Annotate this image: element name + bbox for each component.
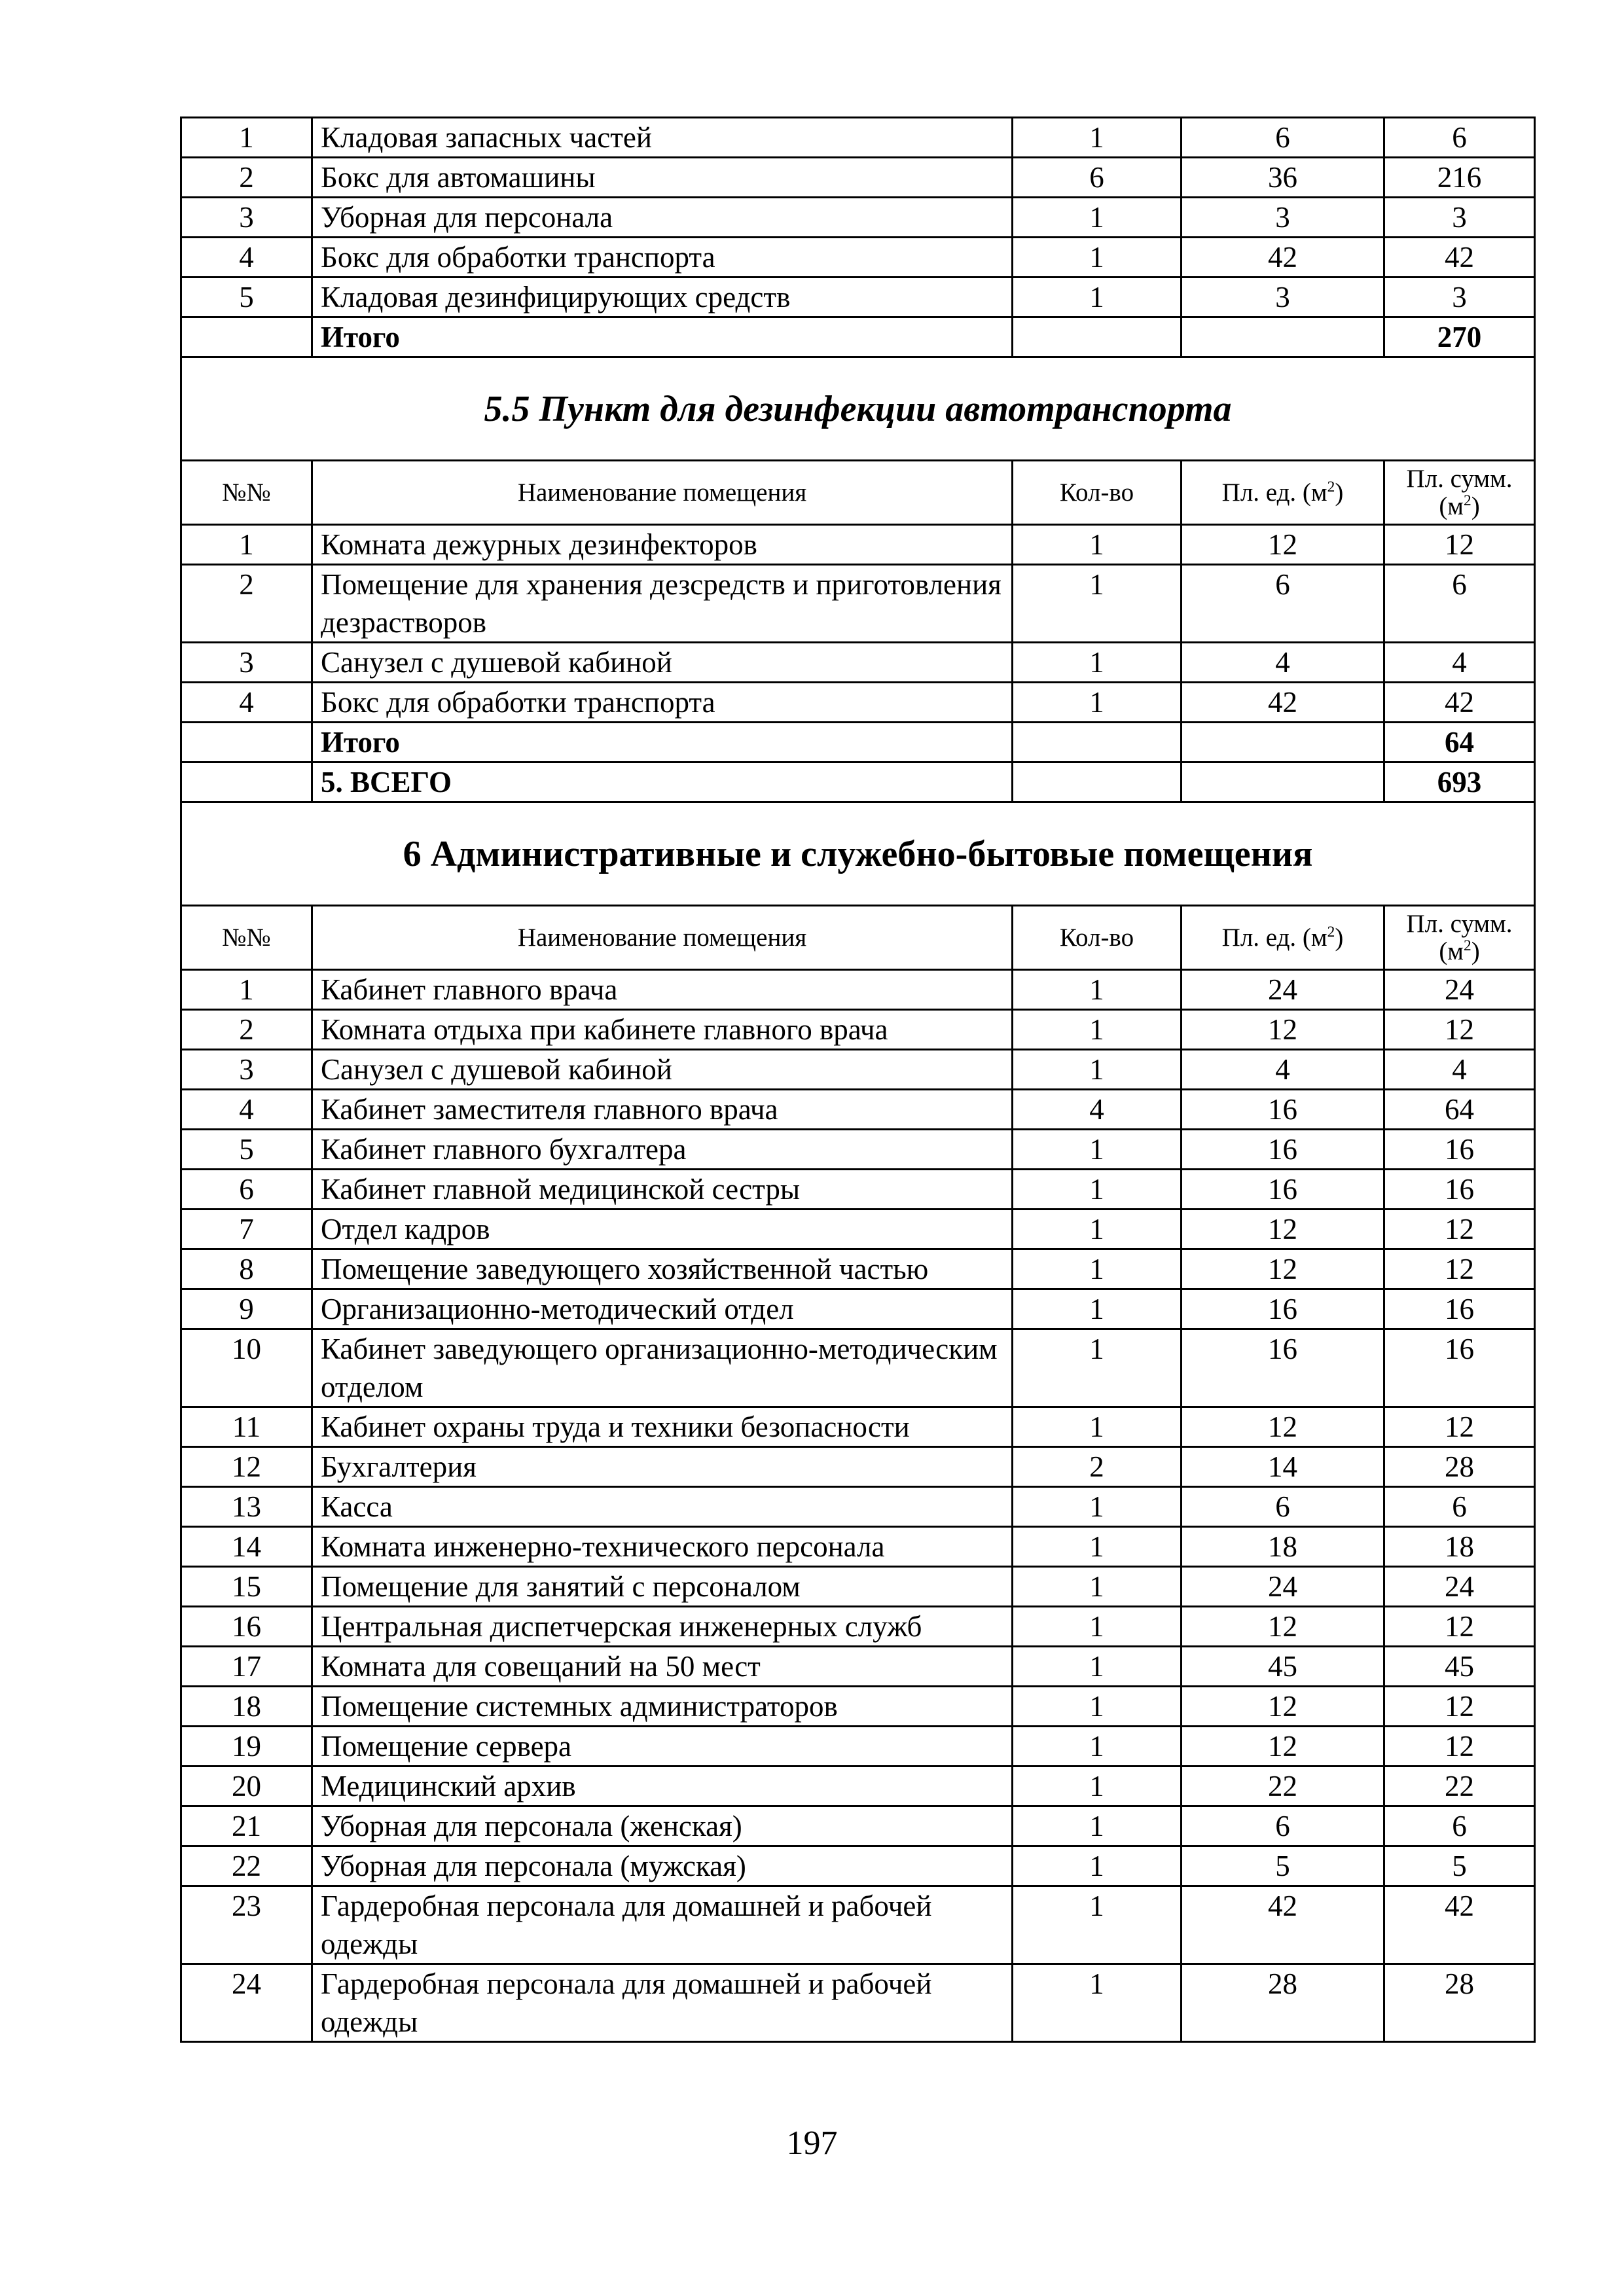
cell-name: Помещение системных администраторов — [312, 1687, 1013, 1727]
table-row — [181, 158, 1535, 198]
section-heading-row — [181, 357, 1535, 461]
table-row — [181, 1447, 1535, 1487]
cell-num: 2 — [181, 158, 312, 198]
cell-sum: 12 — [1384, 1010, 1535, 1050]
cell-num: 16 — [181, 1607, 312, 1647]
cell-num: 20 — [181, 1767, 312, 1806]
cell-num: 11 — [181, 1407, 312, 1447]
cell-num: 9 — [181, 1289, 312, 1329]
table-row — [181, 118, 1535, 158]
cell-sum: 4 — [1384, 1050, 1535, 1090]
cell-num: 5 — [181, 1130, 312, 1170]
cell-name: Комната дежурных дезинфекторов — [312, 525, 1013, 565]
cell-num: 1 — [181, 970, 312, 1010]
cell-area: 4 — [1182, 643, 1384, 683]
cell-qty: 1 — [1013, 1886, 1182, 1964]
cell-area: 12 — [1182, 1249, 1384, 1289]
cell-area: 16 — [1182, 1329, 1384, 1407]
table-row — [181, 1289, 1535, 1329]
cell-qty: 1 — [1013, 1329, 1182, 1407]
cell-name: Бокс для обработки транспорта — [312, 683, 1013, 723]
table-row — [181, 1010, 1535, 1050]
cell-qty: 1 — [1013, 1567, 1182, 1607]
section-heading-row — [181, 802, 1535, 906]
cell-name: Кабинет охраны труда и техники безопасности — [312, 1407, 1013, 1447]
table-row — [181, 565, 1535, 643]
cell-num: 24 — [181, 1964, 312, 2042]
header-sum: Пл. сумм. $(м^2)$ — [1384, 906, 1535, 970]
cell-name: Помещение для занятий с персоналом — [312, 1567, 1013, 1607]
cell-qty: 1 — [1013, 1010, 1182, 1050]
cell-num: 19 — [181, 1727, 312, 1767]
cell-num: 18 — [181, 1687, 312, 1727]
header-qty: Кол-во — [1013, 461, 1182, 525]
table-row — [181, 198, 1535, 238]
cell-num: 6 — [181, 1170, 312, 1210]
cell-name: Бухгалтерия — [312, 1447, 1013, 1487]
cell-num: 2 — [181, 565, 312, 643]
cell-name: Организационно-методический отдел — [312, 1289, 1013, 1329]
cell-area: 18 — [1182, 1527, 1384, 1567]
cell-area: 16 — [1182, 1090, 1384, 1130]
cell-area: 12 — [1182, 1607, 1384, 1647]
cell-name: Кабинет заместителя главного врача — [312, 1090, 1013, 1130]
cell-name: Санузел с душевой кабиной — [312, 643, 1013, 683]
cell-qty: 1 — [1013, 278, 1182, 317]
cell-area: 16 — [1182, 1170, 1384, 1210]
total-value: 270 — [1384, 317, 1535, 357]
cell-name: Гардеробная персонала для домашней и рабочей одежды — [312, 1964, 1013, 2042]
cell-sum: 18 — [1384, 1527, 1535, 1567]
table-row — [181, 1846, 1535, 1886]
cell-num: 1 — [181, 118, 312, 158]
cell-area: 45 — [1182, 1647, 1384, 1687]
section-title: 5.5 Пункт для дезинфекции автотранспорта — [181, 357, 1535, 461]
cell-name: Уборная для персонала — [312, 198, 1013, 238]
header-name: Наименование помещения — [312, 906, 1013, 970]
cell-qty: 1 — [1013, 1170, 1182, 1210]
grand-total-label: 5. ВСЕГО — [312, 762, 1013, 802]
cell-num: 5 — [181, 278, 312, 317]
cell-area: 3 — [1182, 198, 1384, 238]
cell-name: Отдел кадров — [312, 1210, 1013, 1249]
total-value: 64 — [1384, 723, 1535, 762]
table-row — [181, 683, 1535, 723]
cell-num: 14 — [181, 1527, 312, 1567]
cell-sum: 42 — [1384, 238, 1535, 278]
cell-qty: 1 — [1013, 1727, 1182, 1767]
cell-num: 4 — [181, 238, 312, 278]
table-row — [181, 970, 1535, 1010]
cell-sum: 12 — [1384, 1607, 1535, 1647]
cell-sum: 3 — [1384, 198, 1535, 238]
cell-name: Кабинет главного бухгалтера — [312, 1130, 1013, 1170]
table-row — [181, 1527, 1535, 1567]
cell-num: 3 — [181, 198, 312, 238]
cell-area: 6 — [1182, 1806, 1384, 1846]
cell-name: Уборная для персонала (мужская) — [312, 1846, 1013, 1886]
cell-area: 14 — [1182, 1447, 1384, 1487]
cell-sum: 28 — [1384, 1964, 1535, 2042]
table-row — [181, 1329, 1535, 1407]
cell-num: 13 — [181, 1487, 312, 1527]
cell-sum: 42 — [1384, 683, 1535, 723]
table-row — [181, 1567, 1535, 1607]
cell-qty: 1 — [1013, 238, 1182, 278]
cell-sum: 6 — [1384, 565, 1535, 643]
column-header-row — [181, 461, 1535, 525]
table-row — [181, 1487, 1535, 1527]
total-row — [181, 723, 1535, 762]
cell-area: 12 — [1182, 1010, 1384, 1050]
cell-num: 21 — [181, 1806, 312, 1846]
cell-sum: 28 — [1384, 1447, 1535, 1487]
cell-num: 17 — [181, 1647, 312, 1687]
table-row — [181, 1407, 1535, 1447]
cell-area: 12 — [1182, 1687, 1384, 1727]
table-row — [181, 1050, 1535, 1090]
cell-qty: 1 — [1013, 1487, 1182, 1527]
cell-name: Гардеробная персонала для домашней и рабочей одежды — [312, 1886, 1013, 1964]
cell-sum: 42 — [1384, 1886, 1535, 1964]
cell-sum: 22 — [1384, 1767, 1535, 1806]
cell-name: Медицинский архив — [312, 1767, 1013, 1806]
grand-total-row — [181, 762, 1535, 802]
cell-sum: 12 — [1384, 525, 1535, 565]
header-qty: Кол-во — [1013, 906, 1182, 970]
cell-sum: 3 — [1384, 278, 1535, 317]
cell-area: 42 — [1182, 683, 1384, 723]
table-row — [181, 1964, 1535, 2042]
page-number: 197 — [786, 2125, 838, 2162]
table-row — [181, 1886, 1535, 1964]
table-row — [181, 1767, 1535, 1806]
cell-area: 5 — [1182, 1846, 1384, 1886]
cell-area: 28 — [1182, 1964, 1384, 2042]
header-area: Пл. ед. $(м^2)$ — [1182, 906, 1384, 970]
cell-area: 42 — [1182, 238, 1384, 278]
cell-qty: 1 — [1013, 1050, 1182, 1090]
cell-qty: 1 — [1013, 565, 1182, 643]
section-title: 6 Административные и служебно-бытовые помещения — [181, 802, 1535, 906]
cell-sum: 4 — [1384, 643, 1535, 683]
cell-name: Кладовая запасных частей — [312, 118, 1013, 158]
cell-qty: 2 — [1013, 1447, 1182, 1487]
header-area: Пл. ед. $(м^2)$ — [1182, 461, 1384, 525]
cell-num: 3 — [181, 643, 312, 683]
cell-name: Комната для совещаний на 50 мест — [312, 1647, 1013, 1687]
cell-name: Кладовая дезинфицирующих средств — [312, 278, 1013, 317]
header-name: Наименование помещения — [312, 461, 1013, 525]
total-label: Итого — [312, 723, 1013, 762]
cell-name: Санузел с душевой кабиной — [312, 1050, 1013, 1090]
cell-area: 3 — [1182, 278, 1384, 317]
total-label: Итого — [312, 317, 1013, 357]
cell-num: 3 — [181, 1050, 312, 1090]
cell-name: Бокс для обработки транспорта — [312, 238, 1013, 278]
cell-num: 4 — [181, 1090, 312, 1130]
cell-sum: 16 — [1384, 1130, 1535, 1170]
cell-area: 22 — [1182, 1767, 1384, 1806]
cell-name: Касса — [312, 1487, 1013, 1527]
cell-qty: 1 — [1013, 970, 1182, 1010]
cell-name: Кабинет главного врача — [312, 970, 1013, 1010]
cell-sum: 12 — [1384, 1727, 1535, 1767]
cell-name: Помещение сервера — [312, 1727, 1013, 1767]
cell-qty: 1 — [1013, 118, 1182, 158]
table-row — [181, 1687, 1535, 1727]
cell-qty: 1 — [1013, 1130, 1182, 1170]
cell-num: 15 — [181, 1567, 312, 1607]
section-6-rows — [181, 970, 1535, 2042]
cell-qty: 1 — [1013, 1607, 1182, 1647]
cell-sum: 16 — [1384, 1289, 1535, 1329]
cell-qty: 1 — [1013, 1647, 1182, 1687]
table-row — [181, 238, 1535, 278]
cell-area: 16 — [1182, 1130, 1384, 1170]
table-row — [181, 1090, 1535, 1130]
cell-num: 10 — [181, 1329, 312, 1407]
cell-sum: 5 — [1384, 1846, 1535, 1886]
cell-qty: 6 — [1013, 158, 1182, 198]
cell-area: 12 — [1182, 525, 1384, 565]
cell-sum: 64 — [1384, 1090, 1535, 1130]
cell-num: 4 — [181, 683, 312, 723]
cell-sum: 6 — [1384, 1806, 1535, 1846]
cell-name: Помещение для хранения дезсредств и приготовления дезрастворов — [312, 565, 1013, 643]
cell-area: 36 — [1182, 158, 1384, 198]
cell-area: 4 — [1182, 1050, 1384, 1090]
table-row — [181, 1249, 1535, 1289]
table-row — [181, 1727, 1535, 1767]
cell-area: 6 — [1182, 118, 1384, 158]
header-num: №№ — [181, 461, 312, 525]
cell-name: Комната инженерно-технического персонала — [312, 1527, 1013, 1567]
cell-qty: 1 — [1013, 683, 1182, 723]
cell-area: 16 — [1182, 1289, 1384, 1329]
cell-num: 8 — [181, 1249, 312, 1289]
total-row — [181, 317, 1535, 357]
header-sum: Пл. сумм. $(м^2)$ — [1384, 461, 1535, 525]
cell-num: 23 — [181, 1886, 312, 1964]
cell-qty: 1 — [1013, 1687, 1182, 1727]
cell-num: 12 — [181, 1447, 312, 1487]
table-row — [181, 1170, 1535, 1210]
cell-qty: 1 — [1013, 1210, 1182, 1249]
cell-sum: 12 — [1384, 1210, 1535, 1249]
cell-qty: 1 — [1013, 525, 1182, 565]
cell-name: Комната отдыха при кабинете главного врача — [312, 1010, 1013, 1050]
cell-sum: 6 — [1384, 1487, 1535, 1527]
cell-sum: 24 — [1384, 1567, 1535, 1607]
table-row — [181, 525, 1535, 565]
cell-area: 6 — [1182, 565, 1384, 643]
cell-area: 24 — [1182, 970, 1384, 1010]
cell-qty: 1 — [1013, 1527, 1182, 1567]
cell-name: Бокс для автомашины — [312, 158, 1013, 198]
cell-sum: 16 — [1384, 1329, 1535, 1407]
cell-qty: 1 — [1013, 1806, 1182, 1846]
cell-qty: 1 — [1013, 198, 1182, 238]
cell-num: 22 — [181, 1846, 312, 1886]
cell-qty: 1 — [1013, 1846, 1182, 1886]
cell-area: 6 — [1182, 1487, 1384, 1527]
cell-qty: 1 — [1013, 1964, 1182, 2042]
column-header-row — [181, 906, 1535, 970]
cell-num: 2 — [181, 1010, 312, 1050]
table-row — [181, 278, 1535, 317]
cell-name: Помещение заведующего хозяйственной частью — [312, 1249, 1013, 1289]
table-row — [181, 1607, 1535, 1647]
cell-sum: 12 — [1384, 1249, 1535, 1289]
cell-area: 24 — [1182, 1567, 1384, 1607]
rooms-table — [180, 117, 1536, 2043]
cell-sum: 24 — [1384, 970, 1535, 1010]
cell-qty: 1 — [1013, 1407, 1182, 1447]
cell-area: 12 — [1182, 1407, 1384, 1447]
cell-num: 7 — [181, 1210, 312, 1249]
cell-area: 12 — [1182, 1210, 1384, 1249]
cell-qty: 1 — [1013, 643, 1182, 683]
table-row — [181, 1806, 1535, 1846]
cell-qty: 4 — [1013, 1090, 1182, 1130]
cell-sum: 12 — [1384, 1407, 1535, 1447]
cell-sum: 16 — [1384, 1170, 1535, 1210]
table-row — [181, 643, 1535, 683]
cell-num: 1 — [181, 525, 312, 565]
cell-area: 12 — [1182, 1727, 1384, 1767]
cell-qty: 1 — [1013, 1767, 1182, 1806]
cell-name: Уборная для персонала (женская) — [312, 1806, 1013, 1846]
table-row — [181, 1130, 1535, 1170]
cell-sum: 6 — [1384, 118, 1535, 158]
table-row — [181, 1210, 1535, 1249]
cell-name: Кабинет главной медицинской сестры — [312, 1170, 1013, 1210]
cell-name: Кабинет заведующего организационно-методическим отделом — [312, 1329, 1013, 1407]
cell-name: Центральная диспетчерская инженерных служб — [312, 1607, 1013, 1647]
cell-sum: 216 — [1384, 158, 1535, 198]
table-row — [181, 1647, 1535, 1687]
cell-sum: 12 — [1384, 1687, 1535, 1727]
cell-sum: 45 — [1384, 1647, 1535, 1687]
grand-total-value: 693 — [1384, 762, 1535, 802]
cell-qty: 1 — [1013, 1249, 1182, 1289]
header-num: №№ — [181, 906, 312, 970]
cell-qty: 1 — [1013, 1289, 1182, 1329]
cell-area: 42 — [1182, 1886, 1384, 1964]
